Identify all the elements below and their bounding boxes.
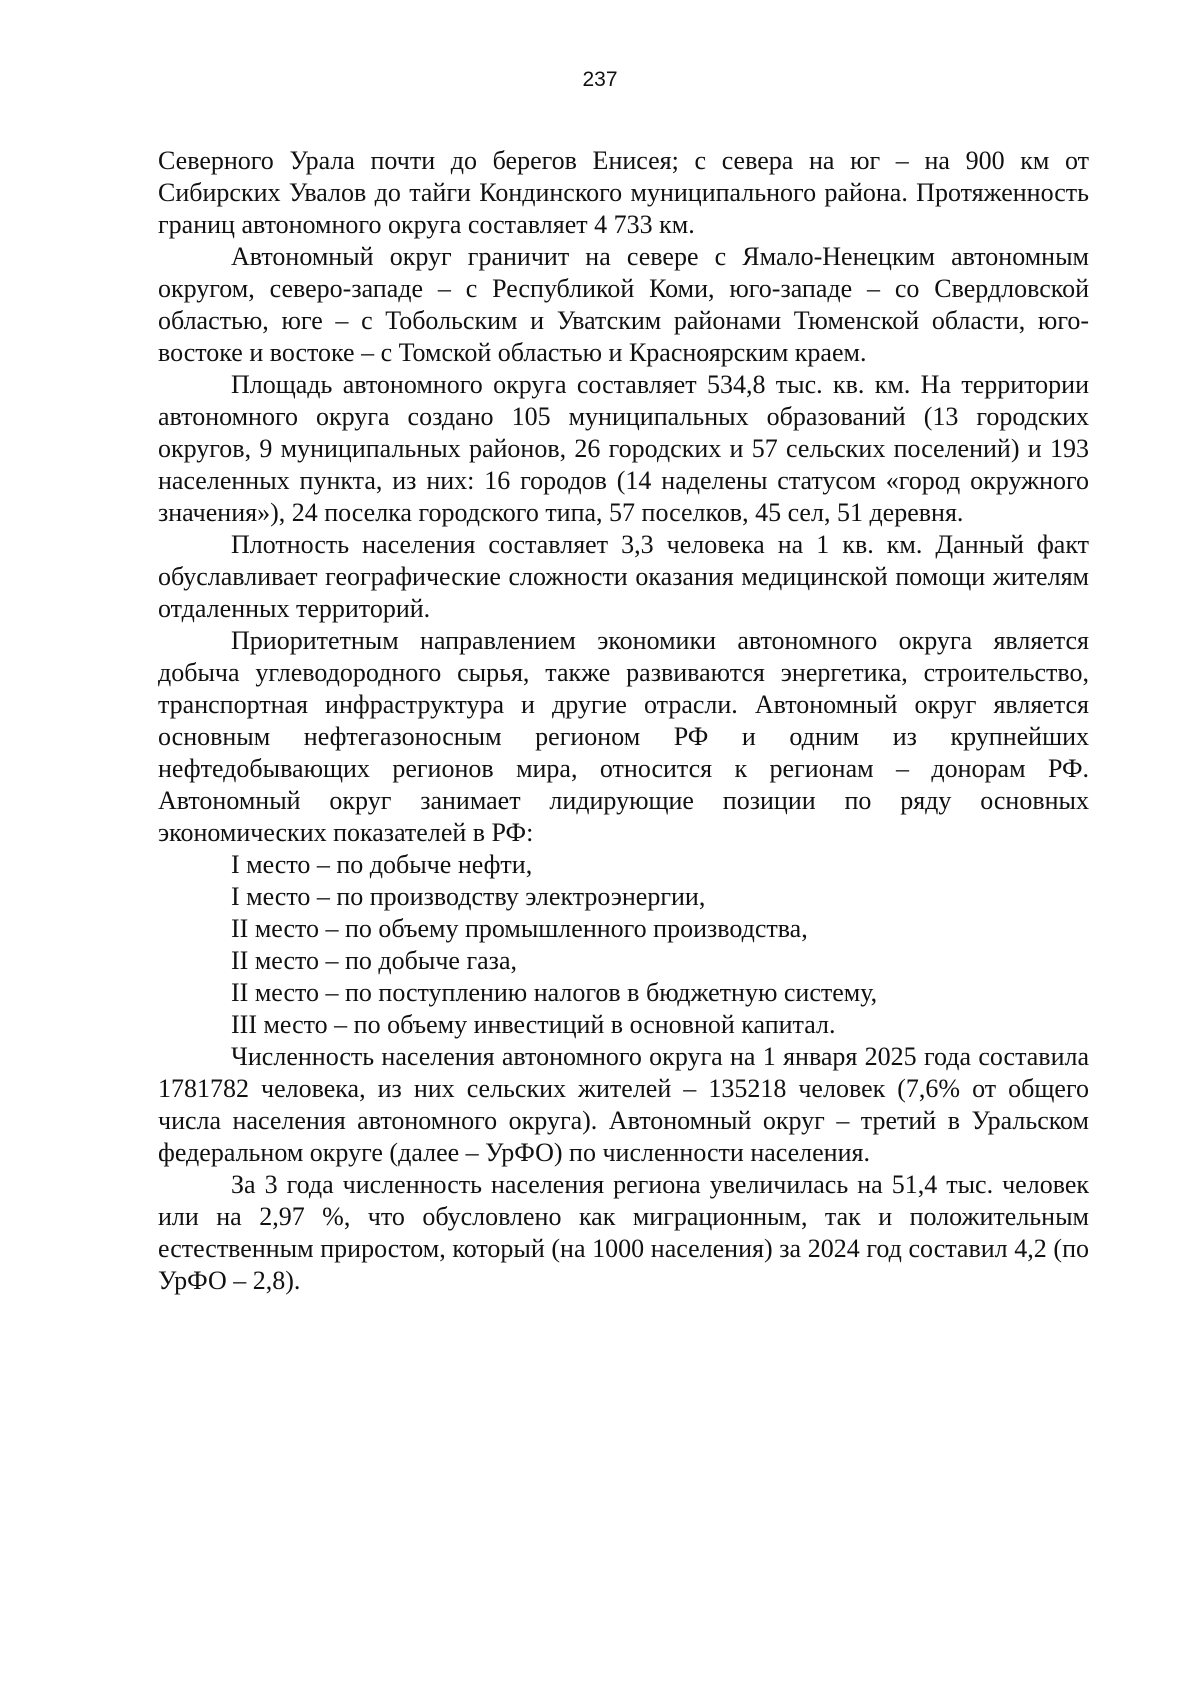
ranking-item: II место – по поступлению налогов в бюджетную систему, <box>231 978 878 1007</box>
ranking-item: II место – по объему промышленного производства, <box>231 914 808 943</box>
paragraph-neighbors: Автономный округ граничит на севере с Ямало-Ненецким автономным округом, северо-западе – с Республикой Коми, юго-западе – со Свердловской областью, юге – с Тобольским и Уватским районами Тюменской области, юго-востоке и востоке – с Томской областью и Красноярским краем. <box>158 242 1089 367</box>
ranking-item: I место – по производству электроэнергии, <box>231 882 706 911</box>
paragraph-economy: Приоритетным направлением экономики автономного округа является добыча углеводородного сырья, также развиваются энергетика, строительство, транспортная инфраструктура и другие отрасли. Автономный округ является основным нефтегазоносным регионом РФ и одним из крупнейших нефтедобывающих регионов мира, относится к регионам – донорам РФ. Автономный округ занимает лидирующие позиции по ряду основных экономических показателей в РФ: <box>158 626 1089 847</box>
paragraph-population-growth: За 3 года численность населения региона увеличилась на 51,4 тыс. человек или на 2,97 %, что обусловлено как миграционным, так и положительным естественным приростом, который (на 1000 населения) за 2024 год составил 4,2 (по УрФО – 2,8). <box>158 1170 1089 1295</box>
document-body <box>158 145 1089 1297</box>
ranking-item: II место – по добыче газа, <box>231 946 517 975</box>
ranking-item: I место – по добыче нефти, <box>231 850 533 879</box>
paragraph-population-count: Численность населения автономного округа на 1 января 2025 года составила 1781782 человека, из них сельских жителей – 135218 человек (7,6% от общего числа населения автономного округа). Автономный округ – третий в Уральском федеральном округе (далее – УрФО) по численности населения. <box>158 1042 1089 1167</box>
ranking-item: III место – по объему инвестиций в основной капитал. <box>231 1010 836 1039</box>
page-number: 237 <box>582 68 618 91</box>
rankings-list <box>158 849 1089 1041</box>
paragraph-area-municipalities: Площадь автономного округа составляет 534,8 тыс. кв. км. На территории автономного округа создано 105 муниципальных образований (13 городских округов, 9 муниципальных районов, 26 городских и 57 сельских поселений) и 193 населенных пункта, из них: 16 городов (14 наделены статусом «город окружного значения»), 24 поселка городского типа, 57 поселков, 45 сел, 51 деревня. <box>158 370 1089 527</box>
paragraph-population-density: Плотность населения составляет 3,3 человека на 1 кв. км. Данный факт обуславливает географические сложности оказания медицинской помощи жителям отдаленных территорий. <box>158 530 1089 623</box>
paragraph-borders-extent: Северного Урала почти до берегов Енисея; с севера на юг – на 900 км от Сибирских Увалов до тайги Кондинского муниципального района. Протяженность границ автономного округа составляет 4 733 км. <box>158 146 1089 239</box>
